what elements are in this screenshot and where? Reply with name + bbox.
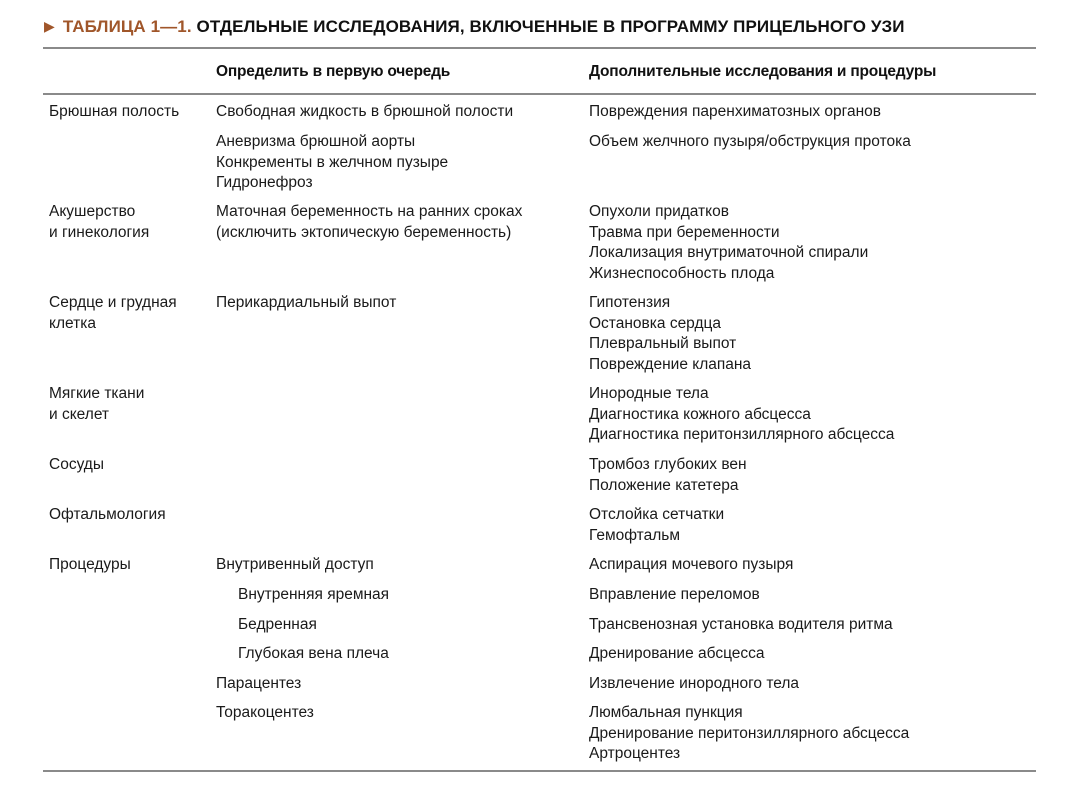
- cell-line: Аневризма брюшной аорты: [216, 133, 416, 150]
- table-number: ТАБЛИЦА 1—1.: [62, 17, 192, 36]
- additional-cell: [589, 102, 881, 123]
- additional-cell: [589, 505, 724, 546]
- primary-cell: [216, 132, 448, 194]
- cell-line: Вправление переломов: [589, 586, 760, 603]
- category-cell: [49, 102, 179, 123]
- cell-line: Отслойка сетчатки: [589, 506, 725, 523]
- cell-line: Трансвенозная установка водителя ритма: [589, 616, 893, 633]
- cell-line: и гинекология: [49, 223, 150, 241]
- cell-line: Повреждение клапана: [589, 355, 752, 373]
- cell-line: Извлечение инородного тела: [589, 675, 800, 692]
- cell-line: Бедренная: [238, 616, 317, 633]
- category-cell: [49, 293, 177, 334]
- category-cell: [49, 202, 149, 243]
- cell-line: Внутривенный доступ: [216, 556, 374, 573]
- cell-line: Дренирование абсцесса: [589, 645, 765, 662]
- cell-line: Торакоцентез: [216, 704, 314, 721]
- cell-line: Глубокая вена плеча: [238, 645, 389, 662]
- primary-cell: [216, 293, 396, 314]
- cell-line: Положение катетера: [589, 476, 739, 494]
- primary-cell: [216, 555, 374, 576]
- primary-cell: [216, 615, 317, 636]
- cell-line: Свободная жидкость в брюшной полости: [216, 103, 514, 120]
- cell-line: Диагностика кожного абсцесса: [589, 405, 811, 423]
- cell-line: Тромбоз глубоких вен: [589, 456, 747, 473]
- cell-line: Гемофтальм: [589, 526, 680, 544]
- cell-line: Жизнеспособность плода: [589, 264, 775, 282]
- additional-cell: [589, 202, 868, 284]
- top-rule: [43, 47, 1036, 49]
- primary-cell: [216, 703, 314, 724]
- additional-cell: [589, 555, 793, 576]
- table-caption: ОТДЕЛЬНЫЕ ИССЛЕДОВАНИЯ, ВКЛЮЧЕННЫЕ В ПРОГРАММУ ПРИЦЕЛЬНОГО УЗИ: [196, 17, 905, 36]
- header-rule: [43, 93, 1036, 95]
- additional-cell: [589, 384, 894, 446]
- cell-line: Остановка сердца: [589, 314, 721, 332]
- cell-line: Гипотензия: [589, 294, 671, 311]
- bottom-rule: [43, 770, 1036, 772]
- additional-cell: [589, 132, 911, 153]
- primary-cell: [216, 102, 513, 123]
- cell-line: Маточная беременность на ранних сроках: [216, 203, 523, 220]
- cell-line: Процедуры: [49, 556, 131, 573]
- primary-cell: [216, 202, 522, 243]
- cell-line: Люмбальная пункция: [589, 704, 743, 721]
- cell-line: Сосуды: [49, 456, 104, 473]
- cell-line: Повреждения паренхиматозных органов: [589, 103, 881, 120]
- additional-cell: [589, 644, 765, 665]
- cell-line: Внутренняя яремная: [238, 586, 390, 603]
- cell-line: Дренирование перитонзиллярного абсцесса: [589, 724, 910, 742]
- cell-line: и скелет: [49, 405, 110, 423]
- cell-line: Гидронефроз: [216, 174, 313, 191]
- cell-line: Объем желчного пузыря/обструкция протока: [589, 133, 911, 150]
- triangle-right-icon: ▶: [44, 18, 55, 34]
- cell-line: Локализация внутриматочной спирали: [589, 244, 869, 261]
- cell-line: Парацентез: [216, 675, 302, 692]
- additional-cell: [589, 585, 760, 606]
- cell-line: Плевральный выпот: [589, 335, 737, 352]
- category-cell: [49, 555, 131, 576]
- cell-line: Сердце и грудная: [49, 294, 177, 311]
- category-cell: [49, 384, 144, 425]
- table-title: [44, 17, 905, 37]
- cell-line: Офтальмология: [49, 506, 166, 523]
- cell-line: Мягкие ткани: [49, 385, 145, 402]
- primary-cell: [216, 674, 301, 695]
- primary-cell: [216, 644, 389, 665]
- additional-cell: [589, 293, 751, 375]
- additional-cell: [589, 674, 799, 695]
- additional-cell: [589, 615, 893, 636]
- column-header-primary: Определить в первую очередь: [216, 63, 451, 80]
- cell-line: Брюшная полость: [49, 103, 180, 120]
- primary-cell: [216, 585, 389, 606]
- cell-line: (исключить эктопическую беременность): [216, 223, 512, 241]
- cell-line: Конкременты в желчном пузыре: [216, 153, 449, 171]
- cell-line: Акушерство: [49, 203, 136, 220]
- additional-cell: [589, 703, 909, 765]
- cell-line: Перикардиальный выпот: [216, 294, 397, 311]
- column-header-additional: Дополнительные исследования и процедуры: [589, 63, 937, 80]
- category-cell: [49, 455, 104, 476]
- cell-line: Опухоли придатков: [589, 203, 729, 220]
- cell-line: Травма при беременности: [589, 223, 780, 241]
- cell-line: Диагностика перитонзиллярного абсцесса: [589, 426, 895, 443]
- additional-cell: [589, 455, 747, 496]
- cell-line: Инородные тела: [589, 385, 709, 402]
- cell-line: Аспирация мочевого пузыря: [589, 556, 794, 573]
- cell-line: Артроцентез: [589, 745, 681, 762]
- cell-line: клетка: [49, 314, 96, 332]
- category-cell: [49, 505, 166, 526]
